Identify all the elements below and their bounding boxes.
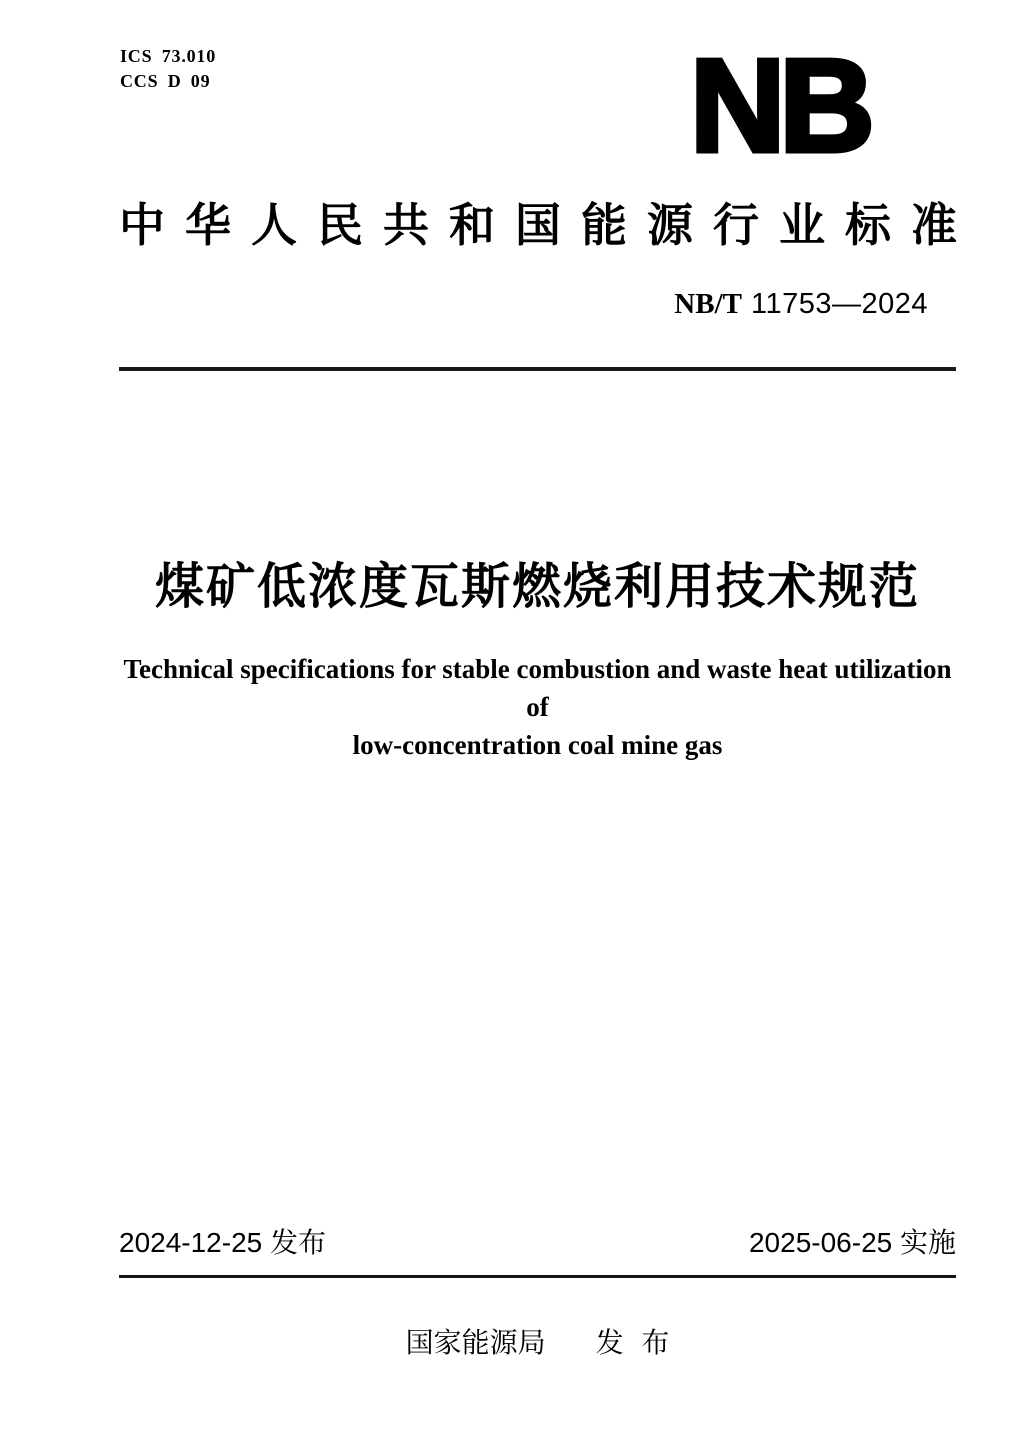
issue-date: 2024-12-25 发布 bbox=[119, 1227, 327, 1258]
heading-char: 国 bbox=[515, 199, 561, 251]
heading-char: 行 bbox=[713, 199, 759, 251]
standard-heading bbox=[119, 199, 957, 251]
heading-char: 人 bbox=[251, 199, 297, 251]
title-english bbox=[119, 650, 956, 764]
bottom-divider-rule bbox=[119, 1275, 956, 1278]
top-divider-rule bbox=[119, 367, 956, 371]
heading-char: 标 bbox=[845, 199, 891, 251]
heading-char: 中 bbox=[119, 199, 165, 251]
ccs-code: CCS D 09 bbox=[120, 71, 211, 91]
publisher-name: 国家能源局 bbox=[405, 1327, 546, 1358]
nb-logo: NB bbox=[690, 32, 869, 179]
standard-code-number: 11753—2024 bbox=[750, 288, 928, 320]
title-chinese: 煤矿低浓度瓦斯燃烧利用技术规范 bbox=[154, 560, 920, 614]
heading-char: 准 bbox=[911, 199, 957, 251]
heading-char: 能 bbox=[581, 199, 627, 251]
heading-char: 业 bbox=[779, 199, 825, 251]
heading-char: 源 bbox=[647, 199, 693, 251]
publish-action-label: 发 布 bbox=[595, 1327, 670, 1358]
classification-codes bbox=[120, 44, 216, 94]
heading-char: 共 bbox=[383, 199, 429, 251]
standard-code-prefix: NB/T bbox=[674, 288, 742, 320]
heading-char: 和 bbox=[449, 199, 495, 251]
dates-row bbox=[119, 1226, 956, 1260]
implement-date: 2025-06-25 实施 bbox=[748, 1227, 956, 1258]
publisher-row bbox=[119, 1326, 956, 1360]
title-english-line1: Technical specifications for stable combustion and waste heat utilization of bbox=[123, 654, 952, 722]
ics-code: ICS 73.010 bbox=[120, 46, 217, 66]
title-english-line2: low-concentration coal mine gas bbox=[352, 730, 723, 760]
heading-char: 民 bbox=[317, 199, 363, 251]
standard-code bbox=[674, 288, 928, 320]
heading-char: 华 bbox=[185, 199, 231, 251]
